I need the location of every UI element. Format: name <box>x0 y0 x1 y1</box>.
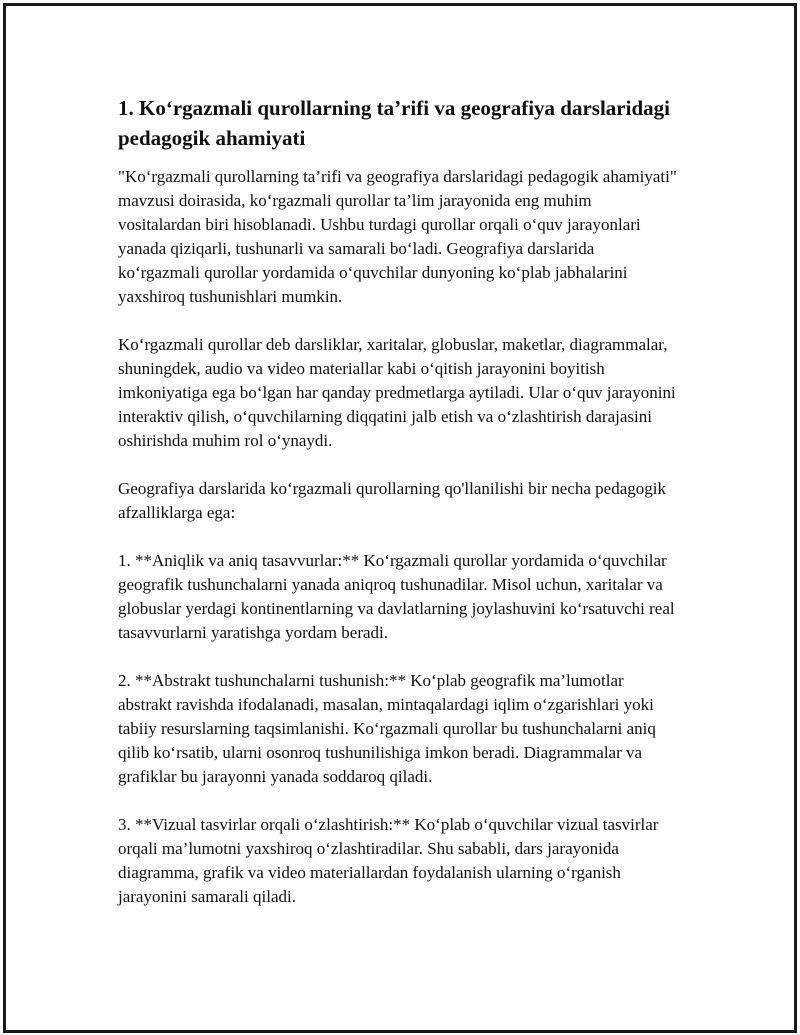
paragraph-point-1: 1. **Aniqlik va aniq tasavvurlar:** Ko‘rgazmali qurollar yordamida o‘quvchilar geografik tushunchalarni yanada aniqroq tushunadilar. Misol uchun, xaritalar va globuslar yerdagi kontinentlarning va davlatlarning joylashuvini ko‘rsatuvchi real tasavvurlarni yaratishga yordam beradi. <box>118 551 675 642</box>
paragraph-intro: "Ko‘rgazmali qurollarning ta’rifi va geografiya darslaridagi pedagogik ahamiyati" mavzusi doirasida, ko‘rgazmali qurollar ta’lim jarayonida eng muhim vositalardan biri hisoblanadi. Ushbu turdagi qurollar orqali o‘quv jarayonlari yanada qiziqarli, tushunarli va samarali bo‘ladi. Geografiya darslarida ko‘rgazmali qurollar yordamida o‘quvchilar dunyoning ko‘plab jabhalarini yaxshiroq tushunishlari mumkin. <box>118 167 677 306</box>
paragraph-point-2: 2. **Abstrakt tushunchalarni tushunish:** Ko‘plab geografik ma’lumotlar abstrakt ravishda ifodalanadi, masalan, mintaqalardagi iqlim o‘zgarishlari yoki tabiiy resurslarning taqsimlanishi. Ko‘rgazmali qurollar bu tushunchalarni aniq qilib ko‘rsatib, ularni osonroq tushunilishiga imkon beradi. Diagrammalar va grafiklar bu jarayonni yanada soddaroq qiladi. <box>118 671 656 786</box>
section-heading: 1. Ko‘rgazmali qurollarning ta’rifi va geografiya darslaridagi pedagogik ahamiyati <box>118 96 670 150</box>
paragraph-point-3: 3. **Vizual tasvirlar orqali o‘zlashtirish:** Ko‘plab o‘quvchilar vizual tasvirlar orqali ma’lumotni yaxshiroq o‘zlashtiradilar. Shu sababli, dars jarayonida diagramma, grafik va video materiallardan foydalanish ularning o‘rganish jarayonini samarali qiladi. <box>118 815 659 906</box>
document-body <box>118 93 678 933</box>
paragraph-definition: Ko‘rgazmali qurollar deb darsliklar, xaritalar, globuslar, maketlar, diagrammalar, shuningdek, audio va video materiallar kabi o‘qitish jarayonini boyitish imkoniyatiga ega bo‘lgan har qanday predmetlarga aytiladi. Ular o‘quv jarayonini interaktiv qilish, o‘quvchilarning diqqatini jalb etish va o‘zlashtirish darajasini oshirishda muhim rol o‘ynaydi. <box>118 335 676 450</box>
paragraph-advantages-lead: Geografiya darslarida ko‘rgazmali qurollarning qo'llanilishi bir necha pedagogik afzalliklarga ega: <box>118 479 666 522</box>
